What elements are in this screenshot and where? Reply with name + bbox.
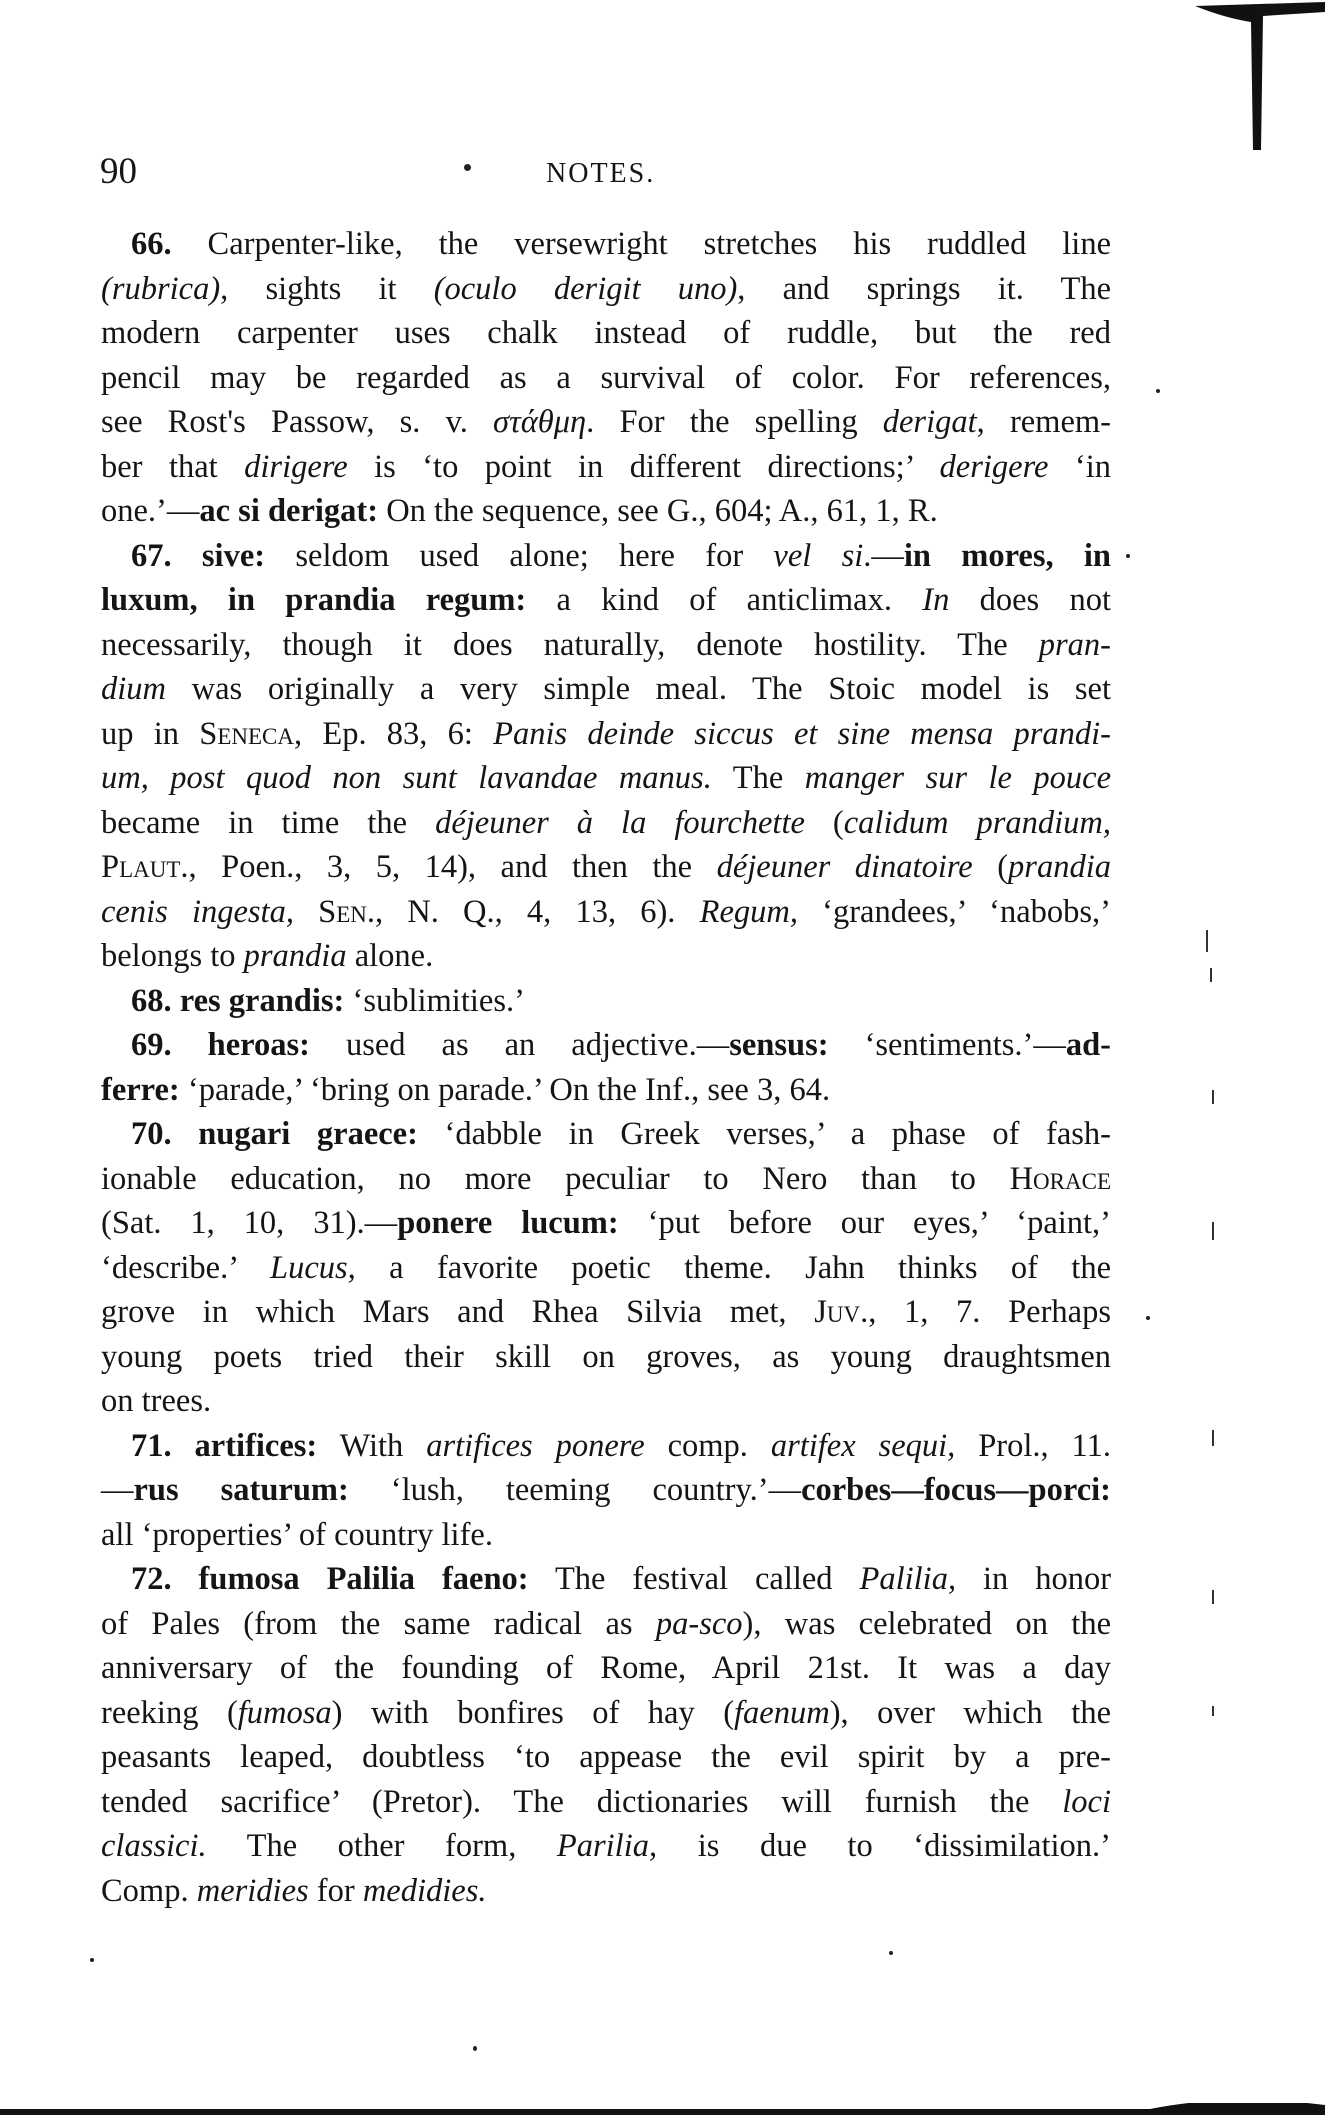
note-text: (	[972, 849, 1009, 885]
note-66-line-2	[101, 267, 1111, 312]
note-text: young poets tried their skill on groves, as young draughtsmen	[101, 1338, 1111, 1375]
note-text: comp.	[644, 1427, 771, 1464]
note-text: , sights it	[220, 270, 434, 307]
note-text: .—	[863, 537, 904, 574]
lemma: ac si derigat:	[199, 493, 379, 529]
margin-mark	[1212, 1590, 1214, 1604]
note-67-line-6	[101, 756, 1111, 801]
note-number: 68.	[131, 982, 172, 1019]
ink-speck	[90, 1958, 94, 1962]
note-text: was originally a very simple meal. The Stoic model is set	[166, 671, 1111, 707]
note-70-line-1	[101, 1112, 1111, 1157]
note-text: belongs to	[101, 938, 244, 974]
note-72-line-5	[101, 1735, 1111, 1780]
note-text	[294, 894, 318, 930]
note-70-line-5	[101, 1290, 1111, 1335]
note-text: Comp.	[101, 1872, 197, 1909]
page-number: 90	[100, 151, 137, 192]
header-speck	[464, 164, 471, 171]
note-text: The other form,	[206, 1828, 557, 1864]
note-text: a kind of anticlimax.	[526, 582, 923, 618]
note-text: ), was celebrated on the	[742, 1605, 1112, 1642]
note-text: alone.	[346, 938, 434, 974]
note-text: The festival called	[528, 1561, 860, 1597]
author-name: Plaut	[101, 849, 181, 885]
note-text: ‘in	[1048, 448, 1112, 485]
note-text: ‘sublimities.’	[344, 982, 525, 1019]
latin-term: Regum,	[699, 893, 798, 930]
latin-term: (rubrica)	[101, 270, 221, 307]
french-term: déjeuner à la fourchette	[435, 804, 805, 841]
note-text: on trees.	[101, 1383, 212, 1419]
note-text: reeking (	[101, 1694, 238, 1731]
greek-term: στάθμη	[493, 404, 587, 440]
lemma: nugari graece:	[198, 1116, 418, 1152]
note-text: (Sat. 1, 10, 31).—	[101, 1205, 398, 1241]
note-text: ), over which the	[829, 1694, 1112, 1731]
margin-mark	[1212, 1222, 1214, 1240]
note-72-line-3	[101, 1646, 1111, 1691]
note-71-line-2	[101, 1468, 1111, 1513]
latin-quote: Panis deinde siccus et sine mensa prandi-	[493, 715, 1111, 752]
note-71-line-3	[101, 1513, 1111, 1558]
note-67-line-7	[101, 801, 1111, 846]
author-name: Seneca	[199, 715, 294, 752]
note-72-line-8	[101, 1869, 1111, 1914]
note-72-line-1	[101, 1557, 1111, 1602]
note-text: of Pales (from the same radical as	[101, 1605, 656, 1642]
latin-term: faenum	[734, 1694, 830, 1731]
lemma: res grandis:	[179, 982, 345, 1019]
note-text: grove in which Mars and Rhea Silvia met,	[101, 1294, 815, 1330]
note-number: 66.	[131, 226, 172, 262]
note-text: ‘lush, teeming country.’—	[348, 1472, 802, 1508]
author-name: Sen	[318, 893, 367, 930]
margin-mark	[1206, 930, 1208, 952]
ink-speck	[889, 1951, 893, 1955]
note-69-line-2	[101, 1068, 1111, 1113]
note-71-line-1	[101, 1424, 1111, 1469]
note-text: ‘put before our eyes,’ ‘paint,’	[618, 1205, 1111, 1241]
note-number: 70.	[131, 1116, 172, 1152]
note-70-line-2	[101, 1157, 1111, 1202]
latin-term: pa-sco	[655, 1605, 743, 1642]
latin-term: classici.	[101, 1828, 207, 1864]
lemma: fumosa Palilia faeno:	[198, 1561, 529, 1597]
note-text: With	[317, 1427, 427, 1464]
latin-term: vel si	[773, 537, 864, 574]
note-67-line-8	[101, 845, 1111, 890]
note-66-line-3	[101, 311, 1111, 356]
note-text: anniversary of the founding of Rome, April 21st. It was a day	[101, 1650, 1111, 1686]
lemma: ad-	[1065, 1027, 1112, 1063]
latin-term: Lucus,	[270, 1249, 356, 1286]
note-70-line-7	[101, 1379, 1111, 1424]
note-text: Prol., 11.	[955, 1427, 1111, 1464]
latin-term: Parilia,	[556, 1828, 658, 1864]
note-text: ‘describe.’	[101, 1249, 271, 1286]
note-text: is ‘to point in different directions;’	[347, 448, 940, 485]
note-text: is due to ‘dissimilation.’	[657, 1828, 1111, 1864]
margin-mark	[1212, 1430, 1214, 1446]
note-text: ber that	[101, 448, 245, 485]
note-text: one.’—	[101, 493, 200, 529]
note-text: ‘parade,’ ‘bring on parade.’ On the Inf., see 3, 64.	[179, 1071, 831, 1108]
lemma: sensus:	[729, 1027, 829, 1063]
author-name: Juv	[814, 1294, 861, 1330]
note-text: necessarily, though it does naturally, denote hostility. The	[101, 626, 1039, 663]
latin-term: meridies	[196, 1872, 309, 1909]
note-69-line-1	[101, 1023, 1111, 1068]
note-text: peasants leaped, doubtless ‘to appease the evil spirit by a pre-	[101, 1739, 1111, 1775]
latin-term: artifices ponere	[426, 1427, 645, 1464]
french-term: déjeuner dinatoire	[716, 849, 973, 885]
note-67-line-3	[101, 623, 1111, 668]
note-67-line-4	[101, 667, 1111, 712]
note-72-line-4	[101, 1691, 1111, 1736]
note-text: for	[308, 1872, 363, 1909]
note-72-line-2	[101, 1602, 1111, 1647]
note-text: , Ep. 83, 6:	[293, 715, 494, 752]
note-text: The	[711, 760, 805, 796]
note-text: tended sacrifice’ (Pretor). The dictionaries will furnish the	[101, 1783, 1063, 1820]
latin-term: (oculo derigit uno)	[433, 270, 738, 307]
note-text: see Rost's Passow, s. v.	[101, 404, 494, 440]
latin-term: artifex sequi,	[770, 1427, 956, 1464]
note-text: ., N. Q., 4, 13, 6).	[366, 893, 700, 930]
ink-speck	[1156, 389, 1160, 393]
bottom-edge-rule	[0, 2103, 1325, 2127]
lemma: corbes—focus—porci:	[801, 1472, 1111, 1508]
lemma: luxum, in prandia regum:	[101, 582, 527, 618]
latin-term: loci	[1062, 1783, 1111, 1820]
latin-term: fumosa	[237, 1694, 332, 1731]
note-number: 72.	[131, 1561, 172, 1597]
latin-term: calidum prandium,	[843, 804, 1111, 841]
note-text: used as an adjective.—	[309, 1027, 730, 1063]
lemma: heroas:	[207, 1027, 310, 1063]
latin-term: medidies.	[362, 1872, 487, 1909]
note-66-line-7	[101, 489, 1111, 534]
latin-term: prandia	[1008, 849, 1111, 885]
note-text: modern carpenter uses chalk instead of ruddle, but the red	[101, 315, 1111, 351]
note-67-line-2	[101, 578, 1111, 623]
note-number: 67.	[131, 537, 172, 574]
latin-term: derigat	[882, 404, 977, 440]
note-text: . For the spelling	[586, 404, 883, 440]
note-72-line-7	[101, 1824, 1111, 1869]
note-number: 69.	[131, 1027, 172, 1063]
note-67-line-5	[101, 712, 1111, 757]
margin-mark	[1212, 1090, 1214, 1104]
latin-term: In	[922, 582, 950, 618]
latin-term: prandia	[243, 938, 347, 974]
note-text: ‘grandees,’ ‘nabobs,’	[797, 893, 1112, 930]
note-text: all ‘properties’ of country life.	[101, 1516, 493, 1553]
lemma: sive:	[201, 537, 266, 574]
margin-mark	[1212, 1706, 1214, 1716]
lemma: ferre:	[101, 1071, 180, 1108]
note-66-line-4	[101, 356, 1111, 401]
note-text: Carpenter-like, the versewright stretches his ruddled line	[207, 226, 1111, 262]
note-text: (	[804, 804, 844, 841]
note-text: ., Poen., 3, 5, 14), and then the	[180, 849, 717, 885]
margin-mark	[1210, 968, 1212, 982]
note-70-line-3	[101, 1201, 1111, 1246]
corner-printer-mark	[1185, 0, 1325, 160]
note-text: , remem-	[976, 404, 1111, 440]
note-text: up in	[101, 715, 200, 752]
latin-term: Palilia,	[859, 1561, 957, 1597]
latin-term: dirigere	[244, 448, 348, 485]
ink-speck	[473, 2046, 477, 2051]
note-text: , and springs it. The	[737, 270, 1111, 307]
lemma: in mores, in	[903, 537, 1112, 574]
latin-term: dium	[101, 671, 166, 707]
note-text: pencil may be regarded as a survival of color. For references,	[101, 359, 1111, 396]
note-67-line-9	[101, 890, 1111, 935]
ink-speck	[1146, 1316, 1150, 1320]
note-text: in honor	[956, 1561, 1112, 1597]
latin-term: derigere	[939, 448, 1049, 485]
note-66-line-6	[101, 445, 1111, 490]
lemma: artifices:	[194, 1427, 318, 1464]
note-68-line-1	[101, 979, 1111, 1024]
note-text: ‘dabble in Greek verses,’ a phase of fash-	[417, 1116, 1111, 1152]
note-text: On the sequence, see G., 604; A., 61, 1, R.	[378, 493, 938, 529]
note-text: —	[101, 1472, 134, 1508]
ink-speck	[1126, 554, 1130, 558]
note-67-line-1	[101, 534, 1111, 579]
page-header	[100, 150, 1120, 200]
note-text: ‘sentiments.’—	[828, 1027, 1066, 1063]
note-70-line-4	[101, 1246, 1111, 1291]
note-66-line-5	[101, 400, 1111, 445]
note-text: ., 1, 7. Perhaps	[860, 1294, 1111, 1330]
latin-term: pran-	[1038, 626, 1111, 663]
latin-quote: um, post quod non sunt lavandae manus.	[101, 760, 712, 796]
latin-term: cenis ingesta,	[101, 893, 294, 930]
note-text: does not	[949, 582, 1111, 618]
note-text: ) with bonfires of hay (	[331, 1694, 735, 1731]
note-66-line-1	[101, 222, 1111, 267]
note-67-line-10	[101, 934, 1111, 979]
note-72-line-6	[101, 1780, 1111, 1825]
lemma: rus saturum:	[133, 1472, 349, 1508]
note-70-line-6	[101, 1335, 1111, 1380]
note-number: 71.	[131, 1427, 172, 1464]
running-head: NOTES.	[546, 158, 656, 189]
note-text: ionable education, no more peculiar to Nero than to	[101, 1160, 1010, 1197]
french-term: manger sur le pouce	[804, 760, 1111, 796]
note-text: seldom used alone; here for	[265, 537, 774, 574]
lemma: ponere lucum:	[397, 1205, 619, 1241]
notes-body	[101, 222, 1111, 1913]
note-text: became in time the	[101, 804, 436, 841]
note-text: a favorite poetic theme. Jahn thinks of the	[355, 1249, 1111, 1286]
author-name: Horace	[1009, 1160, 1111, 1197]
